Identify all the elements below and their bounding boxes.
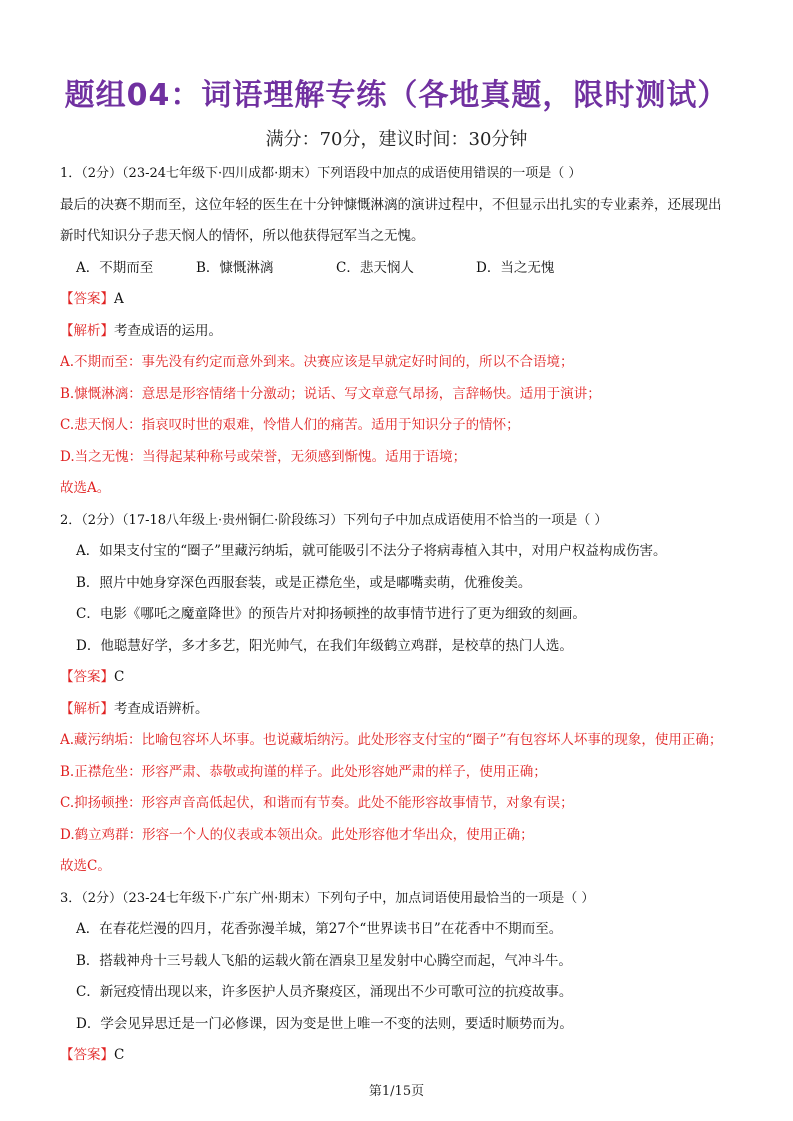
option-a: A．如果支付宝的“圈子”里藏污纳垢，就可能吸引不法分子将病毒植入其中，对用户权益构成伤害。 <box>76 543 667 559</box>
option-c: C．电影《哪吒之魔童降世》的预告片对抑扬顿挫的故事情节进行了更为细致的刻画。 <box>76 606 586 622</box>
analysis-line: C.悲天悯人：指哀叹时世的艰难，怜惜人们的痛苦。适用于知识分子的情怀； <box>60 417 520 433</box>
question-3-stem: 3．（2分）（23-24七年级下·广东广州·期末）下列句子中，加点词语使用最恰当的一项是（ ） <box>60 890 595 906</box>
analysis-line: B.慷慨淋漓：意思是形容情绪十分激动；说话、写文章意气昂扬，言辞畅快。适用于演讲； <box>60 385 601 402</box>
question-1-passage-line: 最后的决赛不期而至，这位年轻的医生在十分钟慷慨淋漓的演讲过程中，不但显示出扎实的专业素养，还展现出 <box>60 196 722 213</box>
question-1-passage-line: 新时代知识分子悲天悯人的情怀，所以他获得冠军当之无愧。 <box>60 228 425 244</box>
option-b: B．慷慨淋漓 <box>196 259 274 276</box>
questions-content <box>60 158 750 1072</box>
option-d: D．他聪慧好学，多才多艺，阳光帅气，在我们年级鹤立鸡群，是校草的热门人选。 <box>76 637 573 654</box>
analysis-line: D.当之无愧：当得起某种称号或荣誉，无须感到惭愧。适用于语境； <box>60 448 467 465</box>
analysis-line: D.鹤立鸡群：形容一个人的仪表或本领出众。此处形容他才华出众，使用正确； <box>60 826 534 843</box>
option-a: A．在春花烂漫的四月，花香弥漫羊城，第27个“世界读书日”在花香中不期而至。 <box>76 921 563 937</box>
option-b: B．搭载神舟十三号载人飞船的运载火箭在酒泉卫星发射中心腾空而起，气冲斗牛。 <box>76 952 572 969</box>
option-d: D．当之无愧 <box>476 259 555 276</box>
option-d: D．学会见异思迁是一门必修课，因为变是世上唯一不变的法则，要适时顺势而为。 <box>76 1015 573 1032</box>
option-b: B．照片中她身穿深色西服套装，或是正襟危坐，或是嘟嘴卖萌，优雅俊美。 <box>76 574 532 591</box>
question-2-answer: 【答案】C <box>60 669 125 685</box>
question-1-conclusion: 故选A。 <box>60 480 111 496</box>
option-a: A．不期而至 <box>76 259 154 276</box>
question-1-stem: 1．（2分）（23-24七年级下·四川成都·期末）下列语段中加点的成语使用错误的一项是（ ） <box>60 166 582 181</box>
page-title: 题组04：词语理解专练（各地真题，限时测试） <box>64 78 729 113</box>
question-1-options <box>60 253 750 285</box>
analysis-line: B.正襟危坐：形容严肃、恭敬或拘谨的样子。此处形容她严肃的样子，使用正确； <box>60 763 547 780</box>
question-3-answer: 【答案】C <box>60 1047 125 1063</box>
analysis-line: A.不期而至：事先没有约定而意外到来。决赛应该是早就定好时间的，所以不合语境； <box>60 354 574 370</box>
option-c: C．悲天悯人 <box>336 259 414 276</box>
analysis-line: C.抑扬顿挫：形容声音高低起伏，和谐而有节奏。此处不能形容故事情节，对象有误； <box>60 795 574 811</box>
question-2-conclusion: 故选C。 <box>60 858 111 874</box>
question-2-analysis-intro: 【解析】考查成语辨析。 <box>60 700 209 717</box>
question-1-answer: 【答案】A <box>60 291 124 307</box>
question-2-stem: 2．（2分）（17-18八年级上·贵州铜仁·阶段练习）下列句子中加点成语使用不恰当的一项是（ ） <box>60 512 608 528</box>
option-c: C．新冠疫情出现以来，许多医护人员齐聚疫区，涌现出不少可歌可泣的抗疫故事。 <box>76 984 573 1000</box>
score-time-info: 满分：70分，建议时间：30分钟 <box>265 129 528 150</box>
question-1-analysis-intro: 【解析】考查成语的运用。 <box>60 322 222 339</box>
analysis-line: A.藏污纳垢：比喻包容坏人坏事。也说藏垢纳污。此处形容支付宝的“圈子”有包容坏人坏事的现象，使用正确； <box>60 732 723 748</box>
page-number: 第1/15页 <box>368 1084 425 1099</box>
